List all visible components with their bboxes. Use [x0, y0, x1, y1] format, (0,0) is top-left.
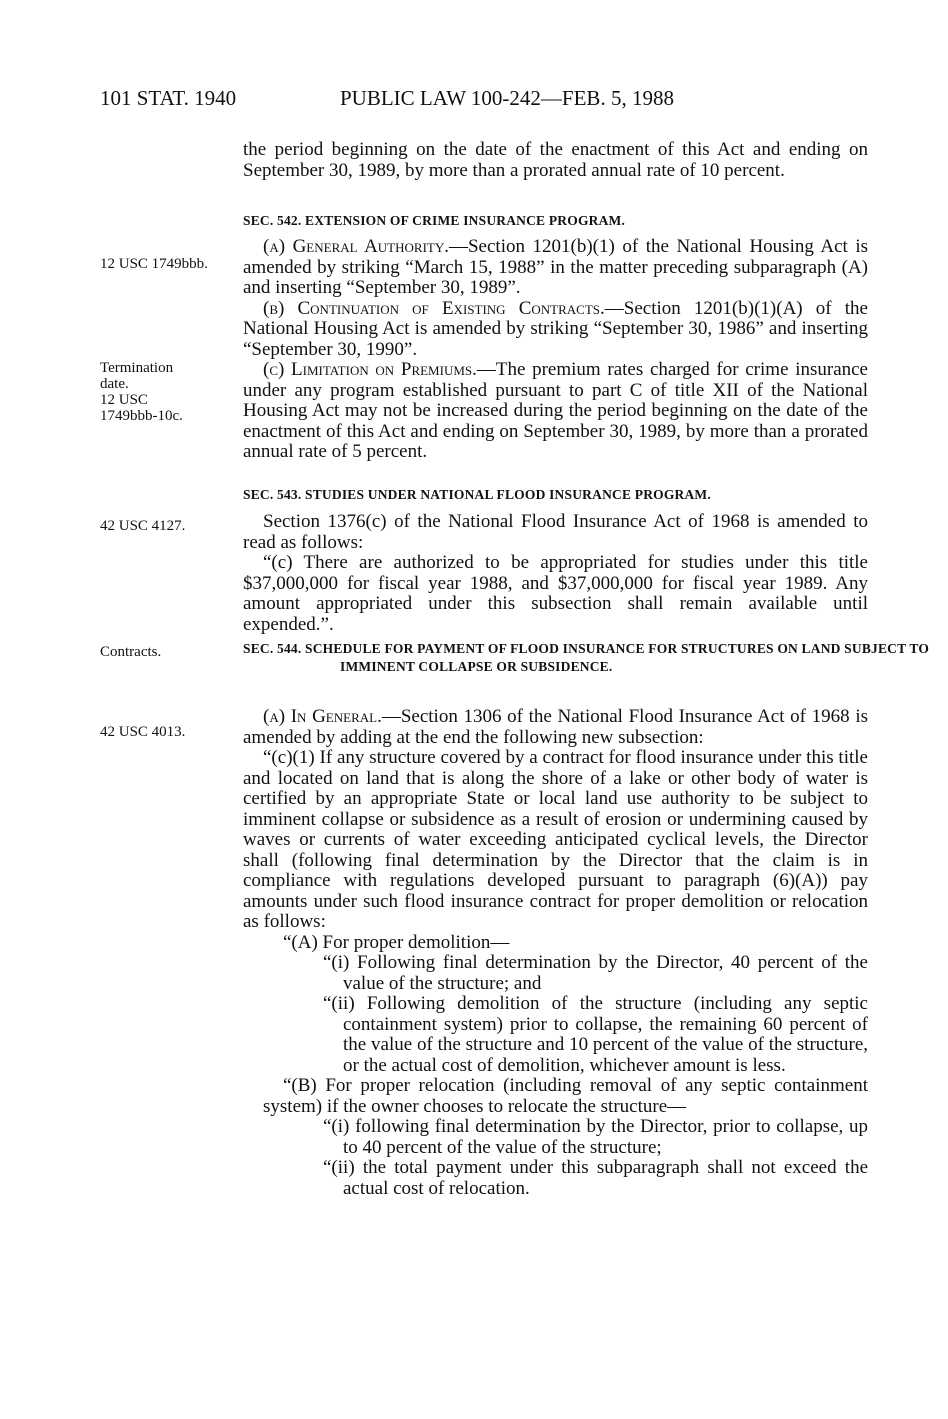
section-544-heading: SEC. 544. SCHEDULE FOR PAYMENT OF FLOOD INSURANCE FOR STRUCTURES ON LAND SUBJECT TO IMMINENT COLLAPSE OR SUBSIDENCE.	[243, 641, 930, 674]
intro-paragraph	[243, 140, 868, 181]
section-542-body	[243, 237, 868, 463]
margin-note-usc12: 12 USC	[100, 392, 148, 408]
subsection-a-heading: (a) General Authority.	[263, 236, 449, 257]
paragraph-c1: “(c)(1) If any structure covered by a contract for flood insurance under this title and located on land that is along the shore of a lake or other body of water is certified by an appropriate State or local land use authority to be subject to imminent collapse or subsidence as a result of erosion or undermining caused by waves or currents of water exceeding anticipated cyclical levels, the Director shall (following final determination by the Director that the claim is in compliance with regulations developed pursuant to paragraph (6)(A)) pay amounts under such flood insurance contract for proper demolition or relocation as follows:	[243, 747, 868, 932]
section-543-body	[243, 512, 868, 635]
clause-B-ii: “(ii) the total payment under this subparagraph shall not exceed the actual cost of relocation.	[323, 1157, 868, 1199]
subparagraph-A: “(A) For proper demolition—	[283, 931, 510, 953]
clause-A-ii: “(ii) Following demolition of the structure (including any septic containment system) prior to collapse, the remaining 60 percent of the value of the structure and 10 percent of the value of the structure, or the actual cost of demolition, whichever amount is less.	[323, 993, 868, 1076]
subsection-b-text: —Section 1201(b)(1)(A) of the National Housing Act is amended by striking “September 30, 1986” and inserting “September 30, 1990”.	[243, 297, 868, 360]
subsection-a	[243, 237, 868, 299]
subsection-544-a-heading: (a) In General.	[263, 706, 382, 727]
section-542-heading: SEC. 542. EXTENSION OF CRIME INSURANCE PROGRAM.	[243, 213, 626, 228]
margin-note-usc-1749bbb: 12 USC 1749bbb.	[100, 256, 208, 272]
section-543-text: Section 1376(c) of the National Flood Insurance Act of 1968 is amended to read as follows:	[243, 511, 868, 553]
margin-note-usc-4013: 42 USC 4013.	[100, 724, 186, 740]
subsection-544-a-text: —Section 1306 of the National Flood Insurance Act of 1968 is amended by adding at the end the following new subsection:	[243, 706, 868, 748]
margin-note-contracts: Contracts.	[100, 644, 162, 660]
margin-note-termination: Termination	[100, 360, 174, 376]
margin-note-usc-4127: 42 USC 4127.	[100, 518, 186, 534]
subsection-c-heading: (c) Limitation on Premiums.	[263, 359, 477, 380]
clause-A-i: “(i) Following final determination by the Director, 40 percent of the value of the structure; and	[323, 952, 868, 994]
section-543-quote: “(c) There are authorized to be appropriated for studies under this title $37,000,000 for fiscal year 1988, and $37,000,000 for fiscal year 1989. Any amount appropriated under this subsection shall remain available until expended.”.	[243, 552, 868, 635]
stat-citation: 101 STAT. 1940	[100, 86, 237, 110]
page-header	[100, 86, 880, 116]
subsection-a-text: —Section 1201(b)(1) of the National Housing Act is amended by striking “March 15, 1988” in the matter preceding subparagraph (A) and inserting “September 30, 1989”.	[243, 236, 868, 298]
intro-text: the period beginning on the date of the enactment of this Act and ending on September 30, 1989, by more than a prorated annual rate of 10 percent.	[243, 139, 868, 181]
section-544-body	[243, 707, 868, 1199]
margin-note-usc-1749bbb-10c: 1749bbb-10c.	[100, 408, 183, 424]
subsection-b-heading: (b) Continuation of Existing Contracts.	[263, 297, 605, 319]
subsection-544-a	[243, 707, 868, 748]
public-law-title: PUBLIC LAW 100-242—FEB. 5, 1988	[340, 86, 674, 110]
subsection-b	[243, 299, 868, 361]
margin-note-date: date.	[100, 376, 129, 392]
subsection-c-text: —The premium rates charged for crime insurance under any program established pursuant to part C of title XII of the National Housing Act may not be increased during the period beginning on the date of the enactment of this Act and ending on September 30, 1989, by more than a prorated annual rate of 5 percent.	[243, 359, 868, 462]
subsection-c	[243, 360, 868, 463]
subparagraph-B: “(B) For proper relocation (including removal of any septic containment system) if the owner chooses to relocate the structure—	[263, 1075, 868, 1117]
clause-B-i: “(i) following final determination by the Director, prior to collapse, up to 40 percent of the value of the structure;	[323, 1116, 868, 1158]
section-543-heading: SEC. 543. STUDIES UNDER NATIONAL FLOOD INSURANCE PROGRAM.	[243, 487, 711, 502]
